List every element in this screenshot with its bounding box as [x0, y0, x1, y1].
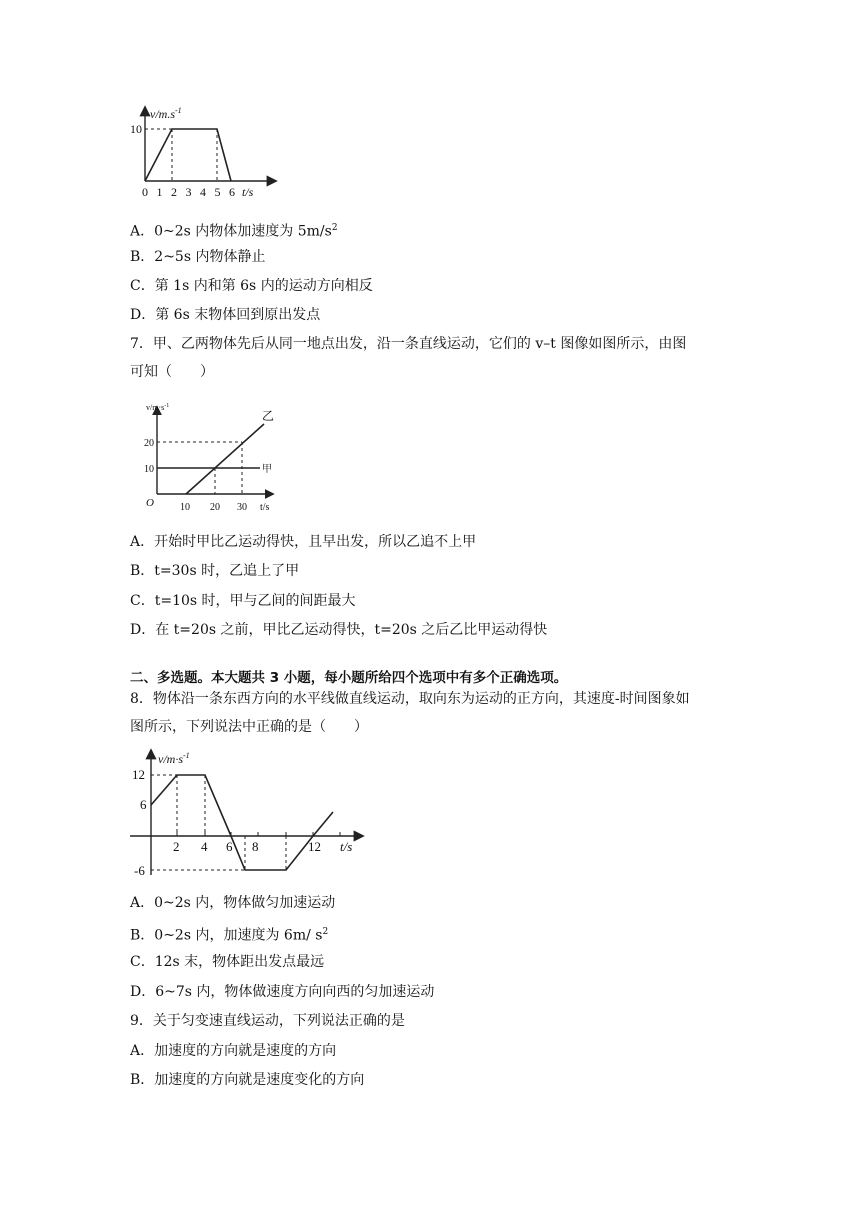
q7-option-b: B．t=30s 时，乙追上了甲	[130, 563, 300, 579]
y-tick-neg6: -6	[134, 863, 145, 878]
q6-option-a: A．0~2s 内物体加速度为 $5m/s^2$	[130, 223, 338, 240]
q8-stem-line2: 图所示，下列说法中正确的是（ ）	[130, 719, 368, 735]
q6-option-b: B．2~5s 内物体静止	[130, 249, 266, 265]
x-tick-2: 2	[173, 839, 180, 854]
y-axis-label: $v/m.s^{-1}$	[150, 106, 182, 121]
x-tick-10: 10	[180, 502, 190, 513]
origin-label: O	[146, 497, 154, 509]
section-heading-multiple-choice: 二、多选题。本大题共 3 小题，每小题所给四个选项中有多个正确选项。	[130, 670, 568, 686]
x-tick-0: 0	[142, 185, 148, 199]
q7-stem-line2: 可知（ ）	[130, 364, 214, 380]
x-tick-4: 4	[200, 185, 206, 199]
y-tick-10: 10	[130, 122, 142, 136]
x-axis-label: t/s	[242, 185, 254, 199]
q8-option-d: D．6~7s 内，物体做速度方向向西的匀加速运动	[130, 984, 435, 1000]
y-tick-6: 6	[140, 797, 147, 812]
q9-option-a: A．加速度的方向就是速度的方向	[130, 1043, 337, 1059]
velocity-time-graph-q7	[140, 398, 290, 518]
y-tick-12: 12	[132, 767, 145, 782]
velocity-curve-q8	[151, 775, 333, 870]
q7-stem-line1: 7．甲、乙两物体先后从同一地点出发，沿一条直线运动，它们的 v–t 图像如图所示，由图	[130, 336, 687, 352]
y-tick-20: 20	[144, 438, 154, 449]
x-tick-8: 8	[252, 839, 259, 854]
series-yi-label: 乙	[262, 409, 275, 423]
x-tick-labels	[142, 185, 235, 199]
x-tick-3: 3	[185, 185, 192, 199]
y-axis-label: $v/m\cdot s^{-1}$	[146, 403, 170, 412]
q6-option-c: C．第 1s 内和第 6s 内的运动方向相反	[130, 278, 373, 294]
q7-option-c: C．t=10s 时，甲与乙间的间距最大	[130, 593, 356, 609]
velocity-time-graph-q8	[130, 745, 370, 885]
q8-option-a: A．0~2s 内，物体做匀加速运动	[130, 895, 336, 911]
velocity-curve-q6	[145, 129, 231, 181]
x-tick-5: 5	[214, 185, 221, 199]
x-tick-4: 4	[201, 839, 208, 854]
y-tick-10: 10	[144, 464, 154, 475]
series-jia-label: 甲	[262, 464, 272, 475]
x-tick-12: 12	[308, 839, 321, 854]
q8-stem-line1: 8．物体沿一条东西方向的水平线做直线运动，取向东为运动的正方向，其速度-时间图象如	[130, 691, 690, 707]
x-axis-label: t/s	[260, 502, 270, 513]
q8-option-b: B．0~2s 内，加速度为 6m/ $s^2$	[130, 927, 329, 944]
x-tick-6: 6	[226, 839, 233, 854]
x-tick-labels	[173, 839, 321, 854]
q7-option-a: A．开始时甲比乙运动得快，且早出发，所以乙追不上甲	[130, 534, 477, 550]
velocity-time-graph-q6	[130, 96, 280, 206]
x-axis-label: t/s	[340, 839, 353, 854]
q7-option-d: D．在 t=20s 之前，甲比乙运动得快，t=20s 之后乙比甲运动得快	[130, 622, 548, 638]
q6-option-d: D．第 6s 末物体回到原出发点	[130, 307, 321, 323]
x-tick-6: 6	[229, 185, 235, 199]
series-yi-line	[186, 424, 264, 494]
y-axis-label: $v/m\cdot s^{-1}$	[158, 751, 190, 766]
q8-option-c: C．12s 末，物体距出发点最远	[130, 954, 325, 970]
x-tick-1: 1	[156, 185, 163, 199]
q9-stem: 9．关于匀变速直线运动，下列说法正确的是	[130, 1013, 405, 1029]
x-tick-2: 2	[171, 185, 177, 199]
q9-option-b: B．加速度的方向就是速度变化的方向	[130, 1072, 365, 1088]
x-tick-30: 30	[237, 502, 247, 513]
x-tick-20: 20	[210, 502, 220, 513]
